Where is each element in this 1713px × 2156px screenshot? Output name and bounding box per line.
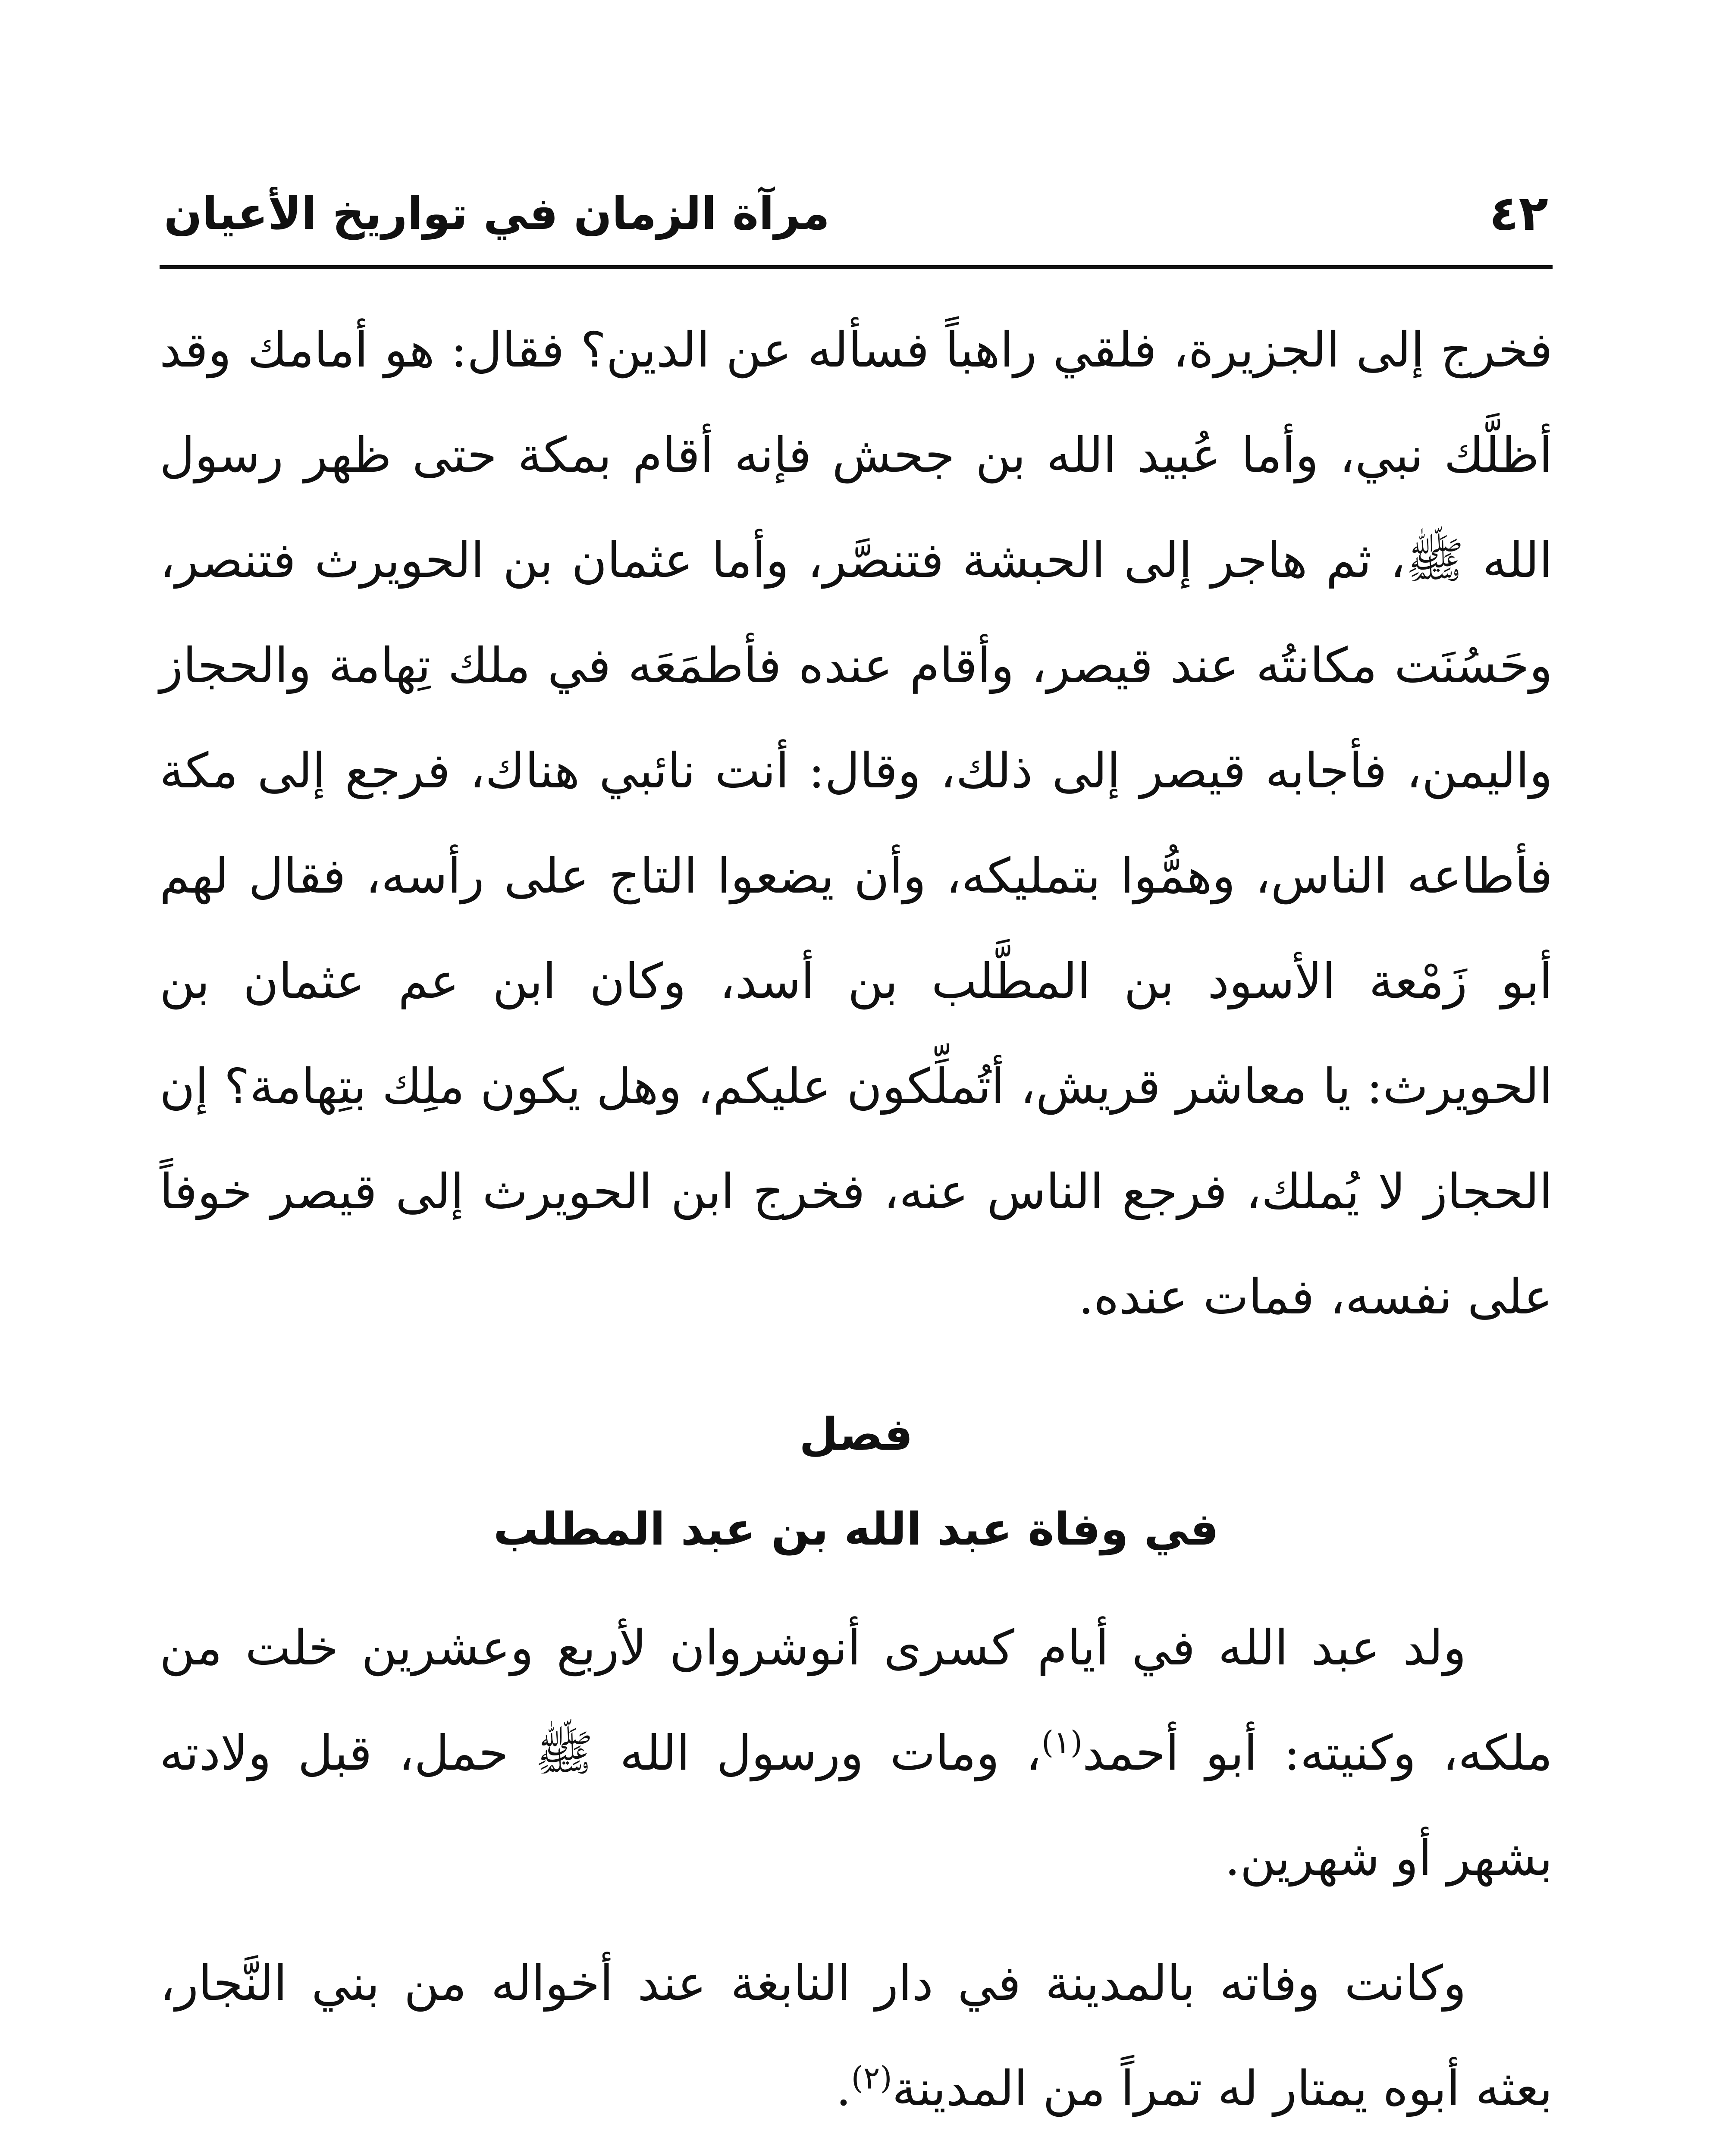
footnote-ref-1[interactable]: (١) — [1042, 1724, 1082, 1761]
section-title: في وفاة عبد الله بن عبد المطلب — [493, 1503, 1219, 1555]
paragraph-3 — [160, 1931, 1553, 2141]
page-number: ٤٢ — [1489, 185, 1548, 241]
paragraph-3-text: وكانت وفاته بالمدينة في دار النابغة عند أخواله من بني النَّجار، بعثه أبوه يمتار له تمراً من المدينة — [160, 1955, 1553, 2117]
section-label: فصل — [799, 1408, 913, 1460]
paragraph-3-rest: . — [836, 2061, 851, 2117]
running-title: مرآة الزمان في تواريخ الأعيان — [164, 187, 830, 240]
paragraph-1: فخرج إلى الجزيرة، فلقي راهباً فسأله عن الدين؟ فقال: هو أمامك وقد أظلَّك نبي، وأما عُبيد الله بن جحش فإنه أقام بمكة حتى ظهر رسول الله ﷺ، ثم هاجر إلى الحبشة فتنصَّر، وأما عثمان بن الحويرث فتنصر، وحَسُنَت مكانتُه عند قيصر، وأقام عنده فأطمَعَه في ملك تِهامة والحجاز واليمن، فأجابه قيصر إلى ذلك، وقال: أنت نائبي هناك، فرجع إلى مكة فأطاعه الناس، وهمُّوا بتمليكه، وأن يضعوا التاج على رأسه، فقال لهم أبو زَمْعة الأسود بن المطَّلب بن أسد، وكان ابن عم عثمان بن الحويرث: يا معاشر قريش، أتُملِّكون عليكم، وهل يكون ملِك بتِهامة؟ إن الحجاز لا يُملك، فرجع الناس عنه، فخرج ابن الحويرث إلى قيصر خوفاً على نفسه، فمات عنده. — [160, 322, 1553, 1325]
main-text — [160, 298, 1553, 2156]
paragraph-2-rest: ، ومات ورسول الله ﷺ حمل، قبل ولادته بشهر أو شهرين. — [160, 1725, 1553, 1887]
paragraph-2 — [160, 1595, 1553, 1911]
paragraph-2-text: ولد عبد الله في أيام كسرى أنوشروان لأربع وعشرين خلت من ملكه، وكنيته: أبو أحمد — [160, 1620, 1553, 1781]
footnote-ref-2[interactable]: (٢) — [851, 2059, 892, 2096]
page-header — [160, 170, 1553, 269]
